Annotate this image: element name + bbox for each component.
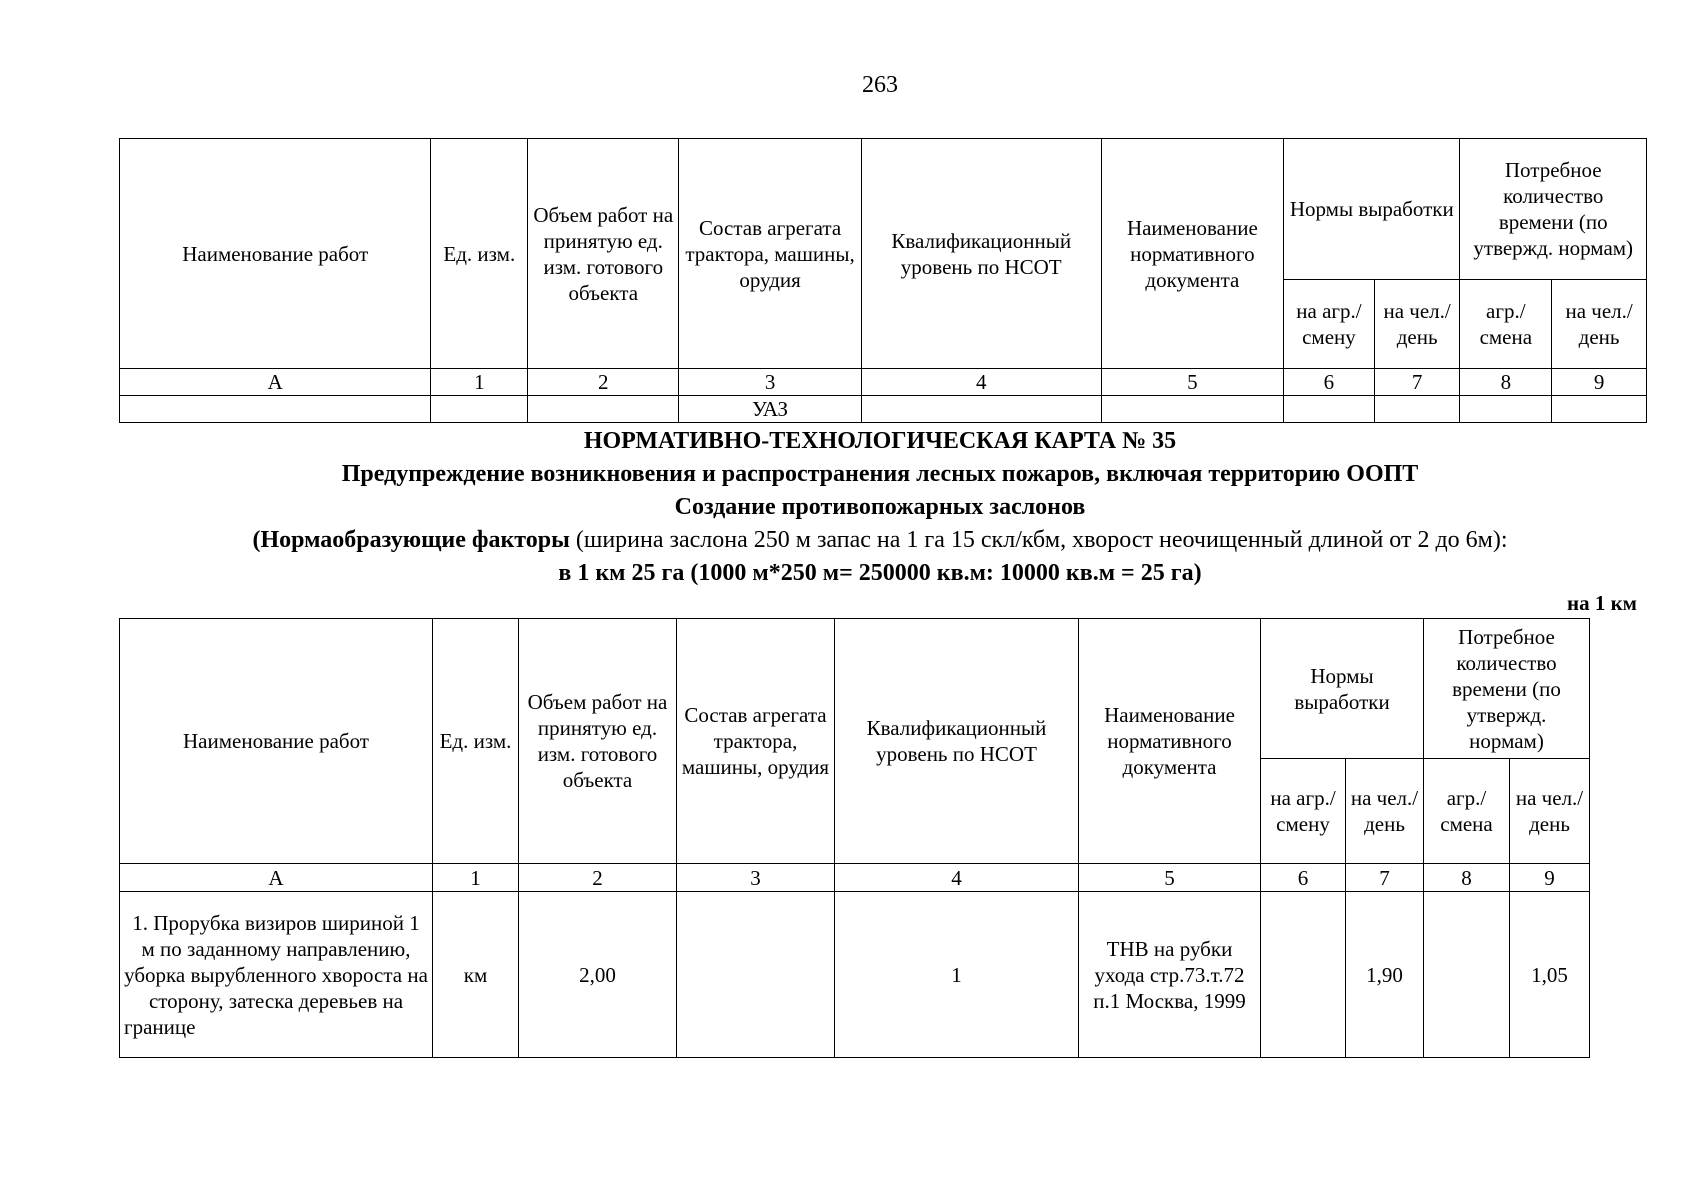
column-number: 8 <box>1460 369 1552 396</box>
header-composition: Состав агрегата трактора, машины, орудия <box>679 139 861 369</box>
composition-cell: УАЗ <box>679 396 861 423</box>
column-number: 3 <box>679 369 861 396</box>
area-calculation: в 1 км 25 га (1000 м*250 м= 250000 кв.м: 10000 кв.м = 25 га) <box>558 560 1202 586</box>
empty-cell <box>120 396 431 423</box>
header-document: Наименование нормативного документа <box>1079 619 1261 864</box>
page-number: 263 <box>862 72 898 98</box>
header-qualification: Квалификационный уровень по НСОТ <box>861 139 1101 369</box>
header-person-day: на чел./ день <box>1510 759 1590 864</box>
column-number: 6 <box>1284 369 1375 396</box>
header-unit: Ед. изм. <box>431 139 528 369</box>
header-per-person-day: на чел./ день <box>1374 280 1460 369</box>
header-time: Потребное количество времени (по утвержд. нормам) <box>1424 619 1590 759</box>
header-name: Наименование работ <box>120 139 431 369</box>
header-norms: Нормы выработки <box>1261 619 1424 759</box>
header-name: Наименование работ <box>120 619 433 864</box>
empty-cell <box>431 396 528 423</box>
column-number: 9 <box>1552 369 1647 396</box>
column-number: 4 <box>835 864 1079 892</box>
header-agr-shift: агр./ смена <box>1424 759 1510 864</box>
header-unit: Ед. изм. <box>433 619 519 864</box>
unit-note: на 1 км <box>1566 591 1637 615</box>
header-agr-shift: агр./ смена <box>1460 280 1552 369</box>
header-person-day: на чел./ день <box>1552 280 1647 369</box>
column-number: 5 <box>1101 369 1283 396</box>
volume-cell: 2,00 <box>519 892 677 1058</box>
header-per-person-day: на чел./ день <box>1346 759 1424 864</box>
agr-shift-cell <box>1424 892 1510 1058</box>
qualification-cell: 1 <box>835 892 1079 1058</box>
column-number: 7 <box>1346 864 1424 892</box>
header-volume: Объем работ на принятую ед. изм. готового объекта <box>519 619 677 864</box>
column-number: 6 <box>1261 864 1346 892</box>
card-subtitle-2: Создание противопожарных заслонов <box>674 494 1086 520</box>
header-norms: Нормы выработки <box>1284 139 1460 280</box>
document-cell: ТНВ на рубки ухода стр.73.т.72 п.1 Москва, 1999 <box>1079 892 1261 1058</box>
norm-factors <box>0 527 1697 554</box>
header-document: Наименование нормативного документа <box>1101 139 1283 369</box>
per-agr-shift-cell <box>1261 892 1346 1058</box>
empty-cell <box>861 396 1101 423</box>
empty-cell <box>528 396 679 423</box>
card-title: НОРМАТИВНО-ТЕХНОЛОГИЧЕСКАЯ КАРТА № 35 <box>583 428 1177 454</box>
column-number: А <box>120 369 431 396</box>
empty-cell <box>1374 396 1460 423</box>
header-per-agr-shift: на агр./ смену <box>1261 759 1346 864</box>
unit-cell: км <box>433 892 519 1058</box>
norms-table <box>119 618 1590 1058</box>
column-number: 1 <box>431 369 528 396</box>
column-number: 1 <box>433 864 519 892</box>
header-qualification: Квалификационный уровень по НСОТ <box>835 619 1079 864</box>
column-number: 2 <box>528 369 679 396</box>
header-volume: Объем работ на принятую ед. изм. готового объекта <box>528 139 679 369</box>
person-day-cell: 1,05 <box>1510 892 1590 1058</box>
column-number: 2 <box>519 864 677 892</box>
previous-card-table <box>119 138 1647 423</box>
norm-factors-text: (ширина заслона 250 м запас на 1 га 15 скл/кбм, хворост неочищенный длиной от 2 до 6м): <box>569 527 1508 553</box>
column-number: 5 <box>1079 864 1261 892</box>
empty-cell <box>1460 396 1552 423</box>
table-row <box>120 892 1590 1058</box>
header-per-agr-shift: на агр./ смену <box>1284 280 1375 369</box>
column-number: 4 <box>861 369 1101 396</box>
work-name-cell: 1. Прорубка визиров шириной 1 м по заданному направлению, уборка вырубленного хвороста на сторону, затеска деревьев на границе <box>120 892 433 1058</box>
header-composition: Состав агрегата трактора, машины, орудия <box>677 619 835 864</box>
per-person-day-cell: 1,90 <box>1346 892 1424 1058</box>
composition-cell <box>677 892 835 1058</box>
column-number: 7 <box>1374 369 1460 396</box>
column-number: 9 <box>1510 864 1590 892</box>
empty-cell <box>1552 396 1647 423</box>
column-number: 3 <box>677 864 835 892</box>
empty-cell <box>1284 396 1375 423</box>
column-number: 8 <box>1424 864 1510 892</box>
norm-factors-label: (Нормаобразующие факторы <box>252 527 570 553</box>
card-subtitle: Предупреждение возникновения и распространения лесных пожаров, включая территорию ООПТ <box>341 461 1419 487</box>
header-time: Потребное количество времени (по утвержд. нормам) <box>1460 139 1647 280</box>
column-number: А <box>120 864 433 892</box>
empty-cell <box>1101 396 1283 423</box>
